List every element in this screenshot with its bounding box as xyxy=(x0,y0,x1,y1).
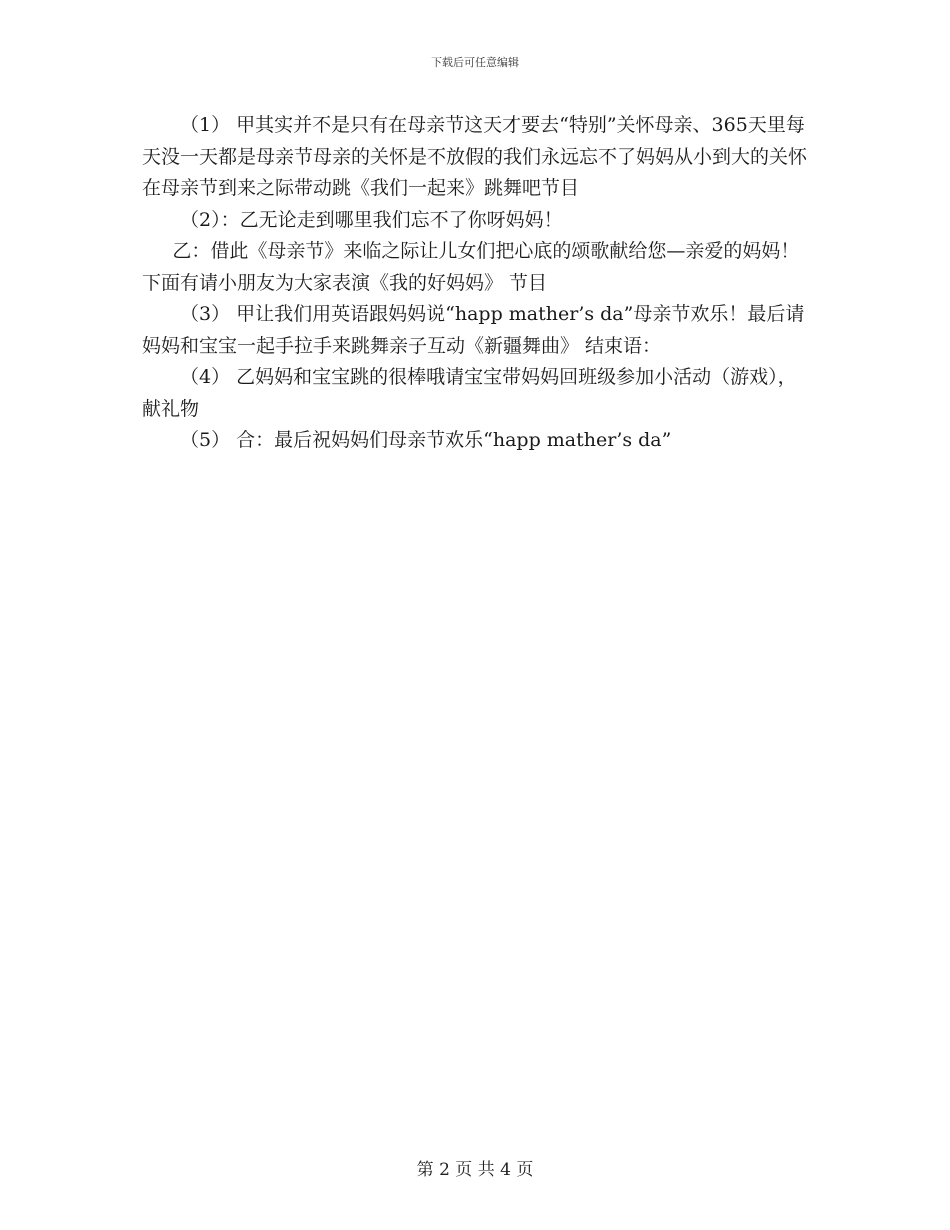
paragraph-1: （1） 甲其实并不是只有在母亲节这天才要去“特别”关怀母亲、365天里每天没一天都是母亲节母亲的关怀是不放假的我们永远忘不了妈妈从小到大的关怀在母亲节到来之际带动跳《我们一起来》跳舞吧节目 xyxy=(142,114,808,199)
paragraph-3: 乙：借此《母亲节》来临之际让儿女们把心底的颂歌献给您—亲爱的妈妈！下面有请小朋友为大家表演《我的好妈妈》 节目 xyxy=(142,240,800,294)
document-body xyxy=(142,110,810,457)
paragraph-4: （3） 甲让我们用英语跟妈妈说“happ mather’s da”母亲节欢乐！最后请妈妈和宝宝一起手拉手来跳舞亲子互动《新疆舞曲》 结束语： xyxy=(142,303,805,357)
page-header: 下载后可任意编辑 xyxy=(431,56,519,69)
page-footer: 第 2 页 共 4 页 xyxy=(416,1160,534,1180)
paragraph-2: （2）：乙无论走到哪里我们忘不了你呀妈妈！ xyxy=(180,208,563,231)
paragraph-5: （4） 乙妈妈和宝宝跳的很棒哦请宝宝带妈妈回班级参加小活动（游戏），献礼物 xyxy=(142,366,797,420)
paragraph-6: （5） 合：最后祝妈妈们母亲节欢乐“happ mather’s da” xyxy=(180,429,672,451)
